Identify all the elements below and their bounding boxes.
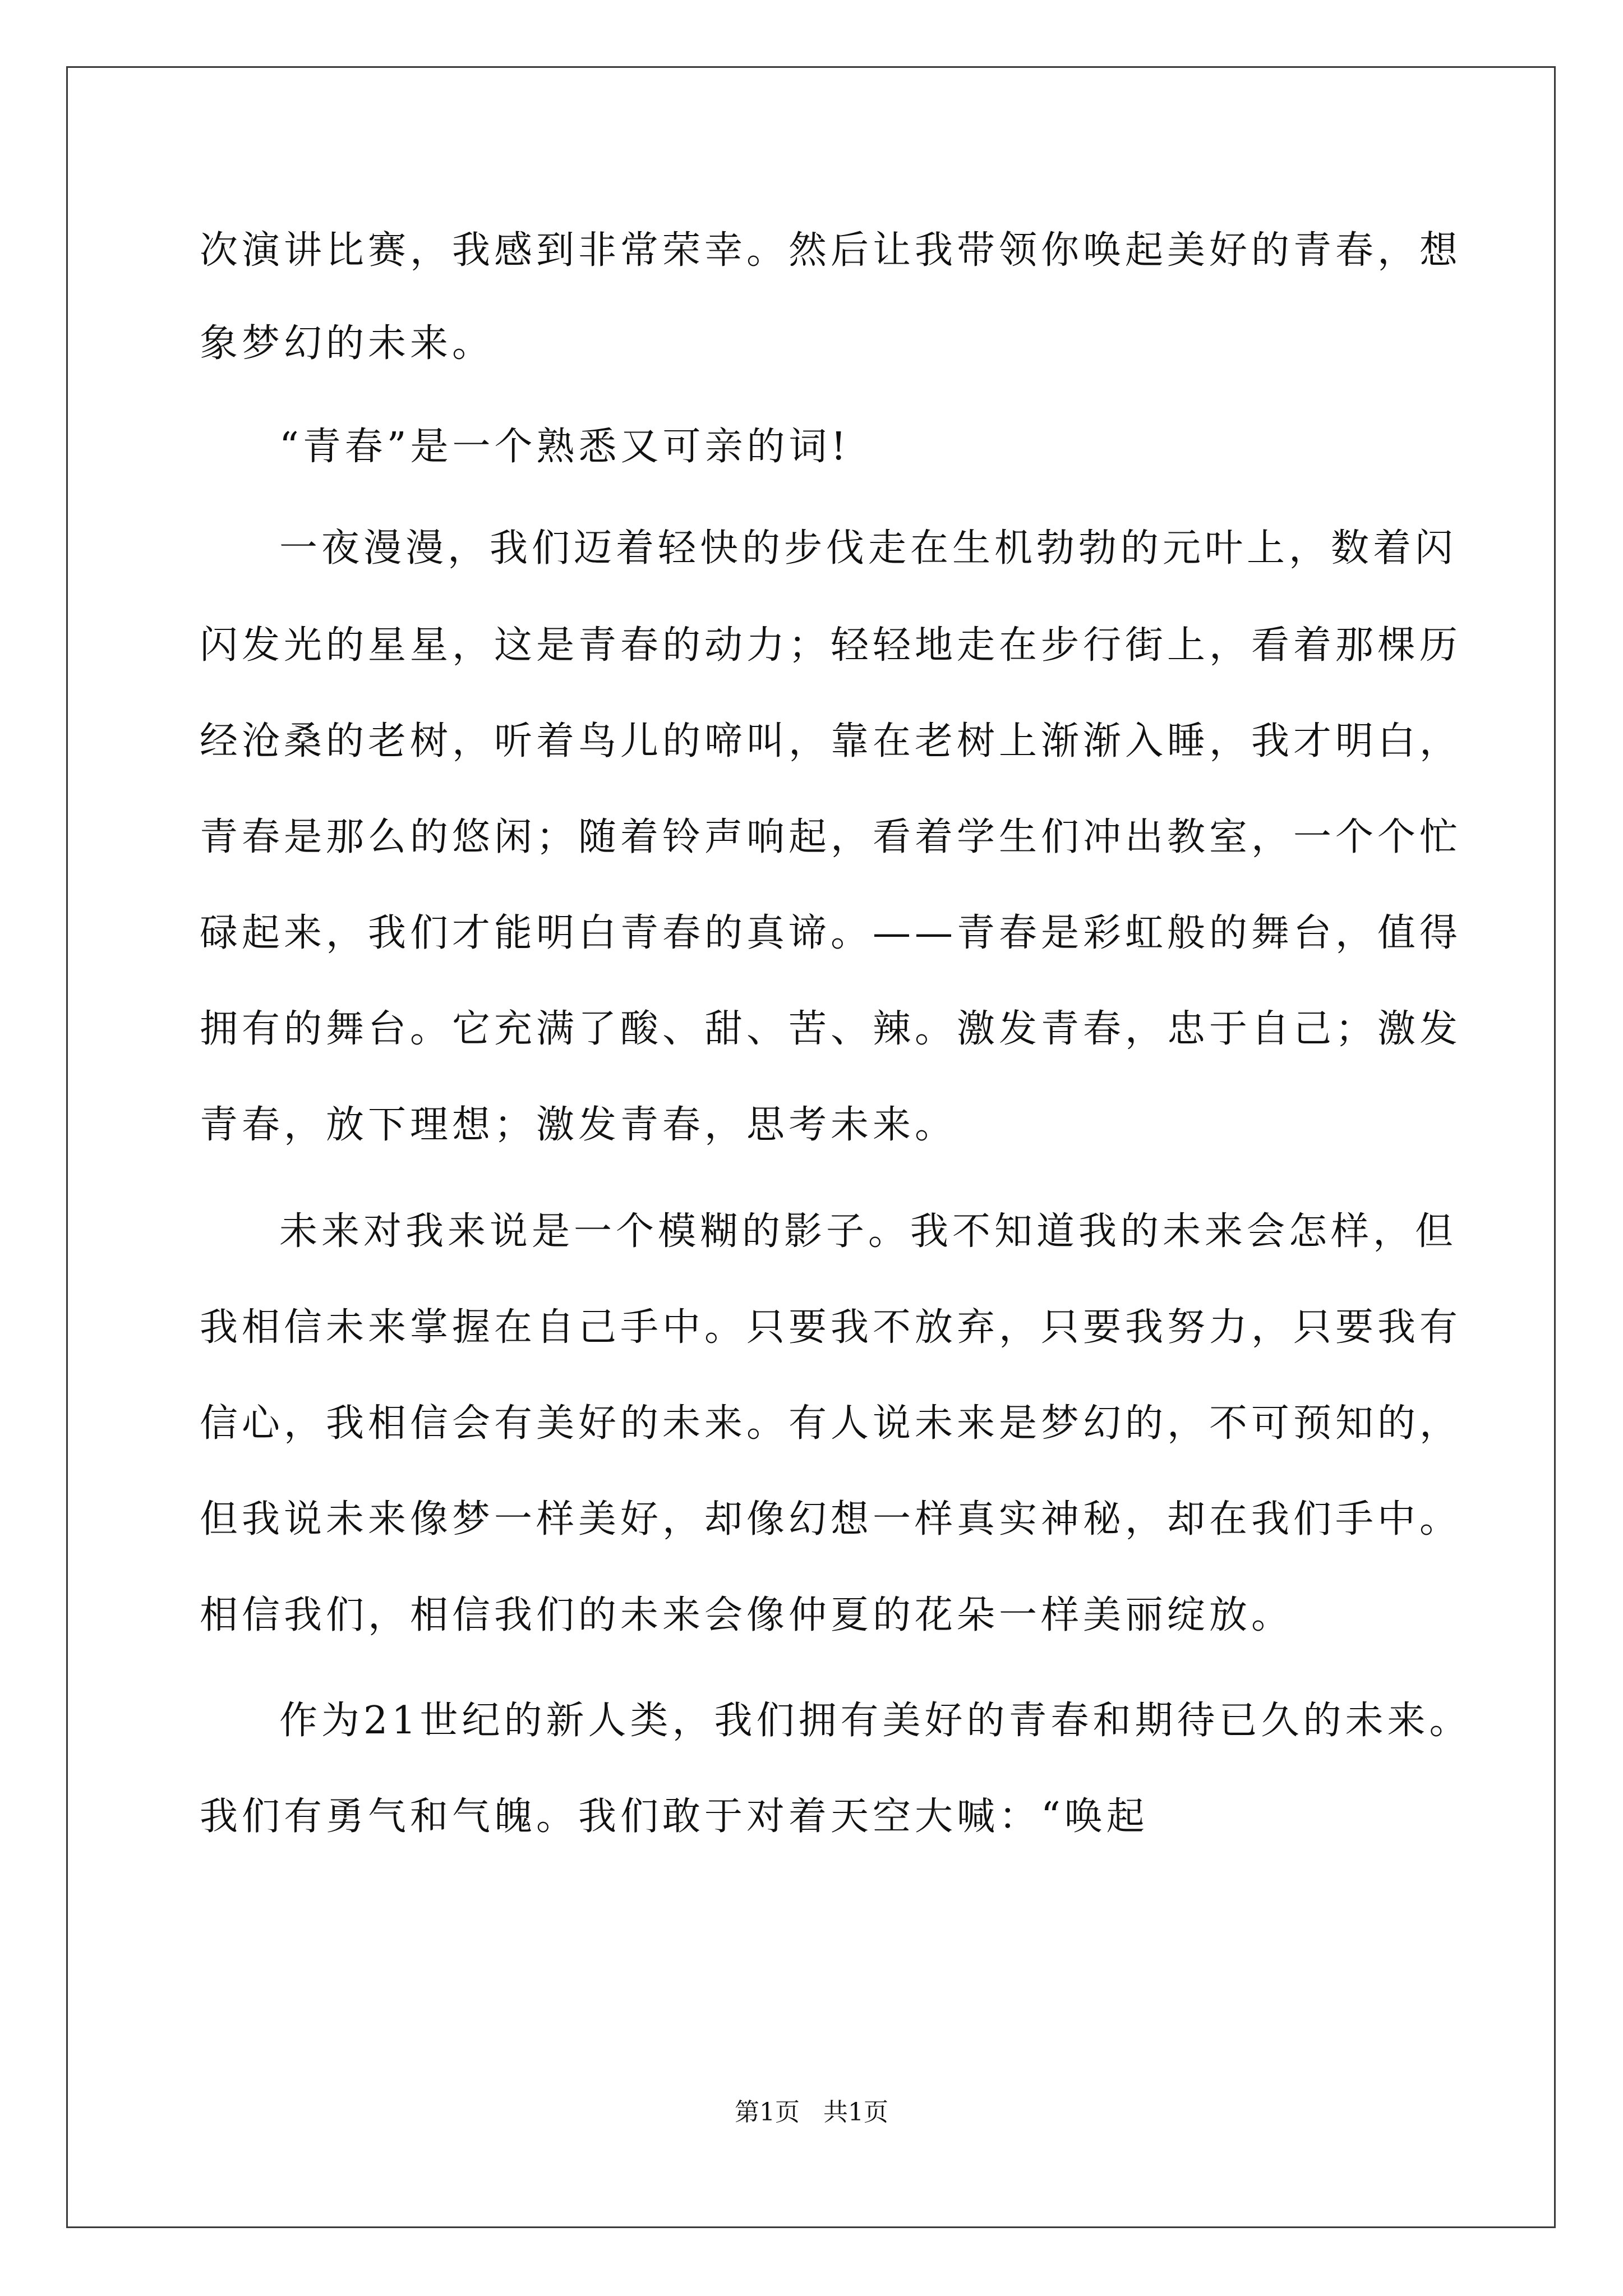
page-number-footer: 第1页 共1页 <box>735 2098 888 2127</box>
body-text-line: 但我说未来像梦一样美好，却像幻想一样真实神秘，却在我们手中。 <box>200 1497 1462 1542</box>
paragraph-first-line: 一夜漫漫，我们迈着轻快的步伐走在生机勃勃的元叶上，数着闪 <box>279 526 1458 570</box>
body-text-line: 象梦幻的未来。 <box>200 321 495 366</box>
paragraph-first-line: 未来对我来说是一个模糊的影子。我不知道我的未来会怎样，但 <box>279 1209 1458 1254</box>
body-text-line: 碌起来，我们才能明白青春的真谛。——青春是彩虹般的舞台，值得 <box>200 911 1462 955</box>
body-text-line: 我相信未来掌握在自己手中。只要我不放弃，只要我努力，只要我有 <box>200 1305 1462 1350</box>
body-text-line: 拥有的舞台。它充满了酸、甜、苦、辣。激发青春，忠于自己；激发 <box>200 1007 1462 1051</box>
body-text-line: 相信我们，相信我们的未来会像仲夏的花朵一样美丽绽放。 <box>200 1593 1294 1637</box>
body-text-line: 青春，放下理想；激发青春，思考未来。 <box>200 1103 957 1147</box>
body-text-line: 我们有勇气和气魄。我们敢于对着天空大喊：“唤起 <box>200 1795 1149 1839</box>
body-text-line: 信心，我相信会有美好的未来。有人说未来是梦幻的，不可预知的， <box>200 1401 1462 1446</box>
paragraph-first-line: “青春”是一个熟悉又可亲的词! <box>279 425 850 469</box>
paragraph-first-line: 作为21世纪的新人类，我们拥有美好的青春和期待已久的未来。 <box>279 1699 1472 1743</box>
body-text-line: 经沧桑的老树，听着鸟儿的啼叫，靠在老树上渐渐入睡，我才明白， <box>200 719 1462 763</box>
body-text-line: 青春是那么的悠闲；随着铃声响起，看着学生们冲出教室，一个个忙 <box>200 815 1462 859</box>
body-text-line: 闪发光的星星，这是青春的动力；轻轻地走在步行街上，看着那棵历 <box>200 623 1462 668</box>
body-text-line: 次演讲比赛，我感到非常荣幸。然后让我带领你唤起美好的青春，想 <box>200 228 1462 273</box>
